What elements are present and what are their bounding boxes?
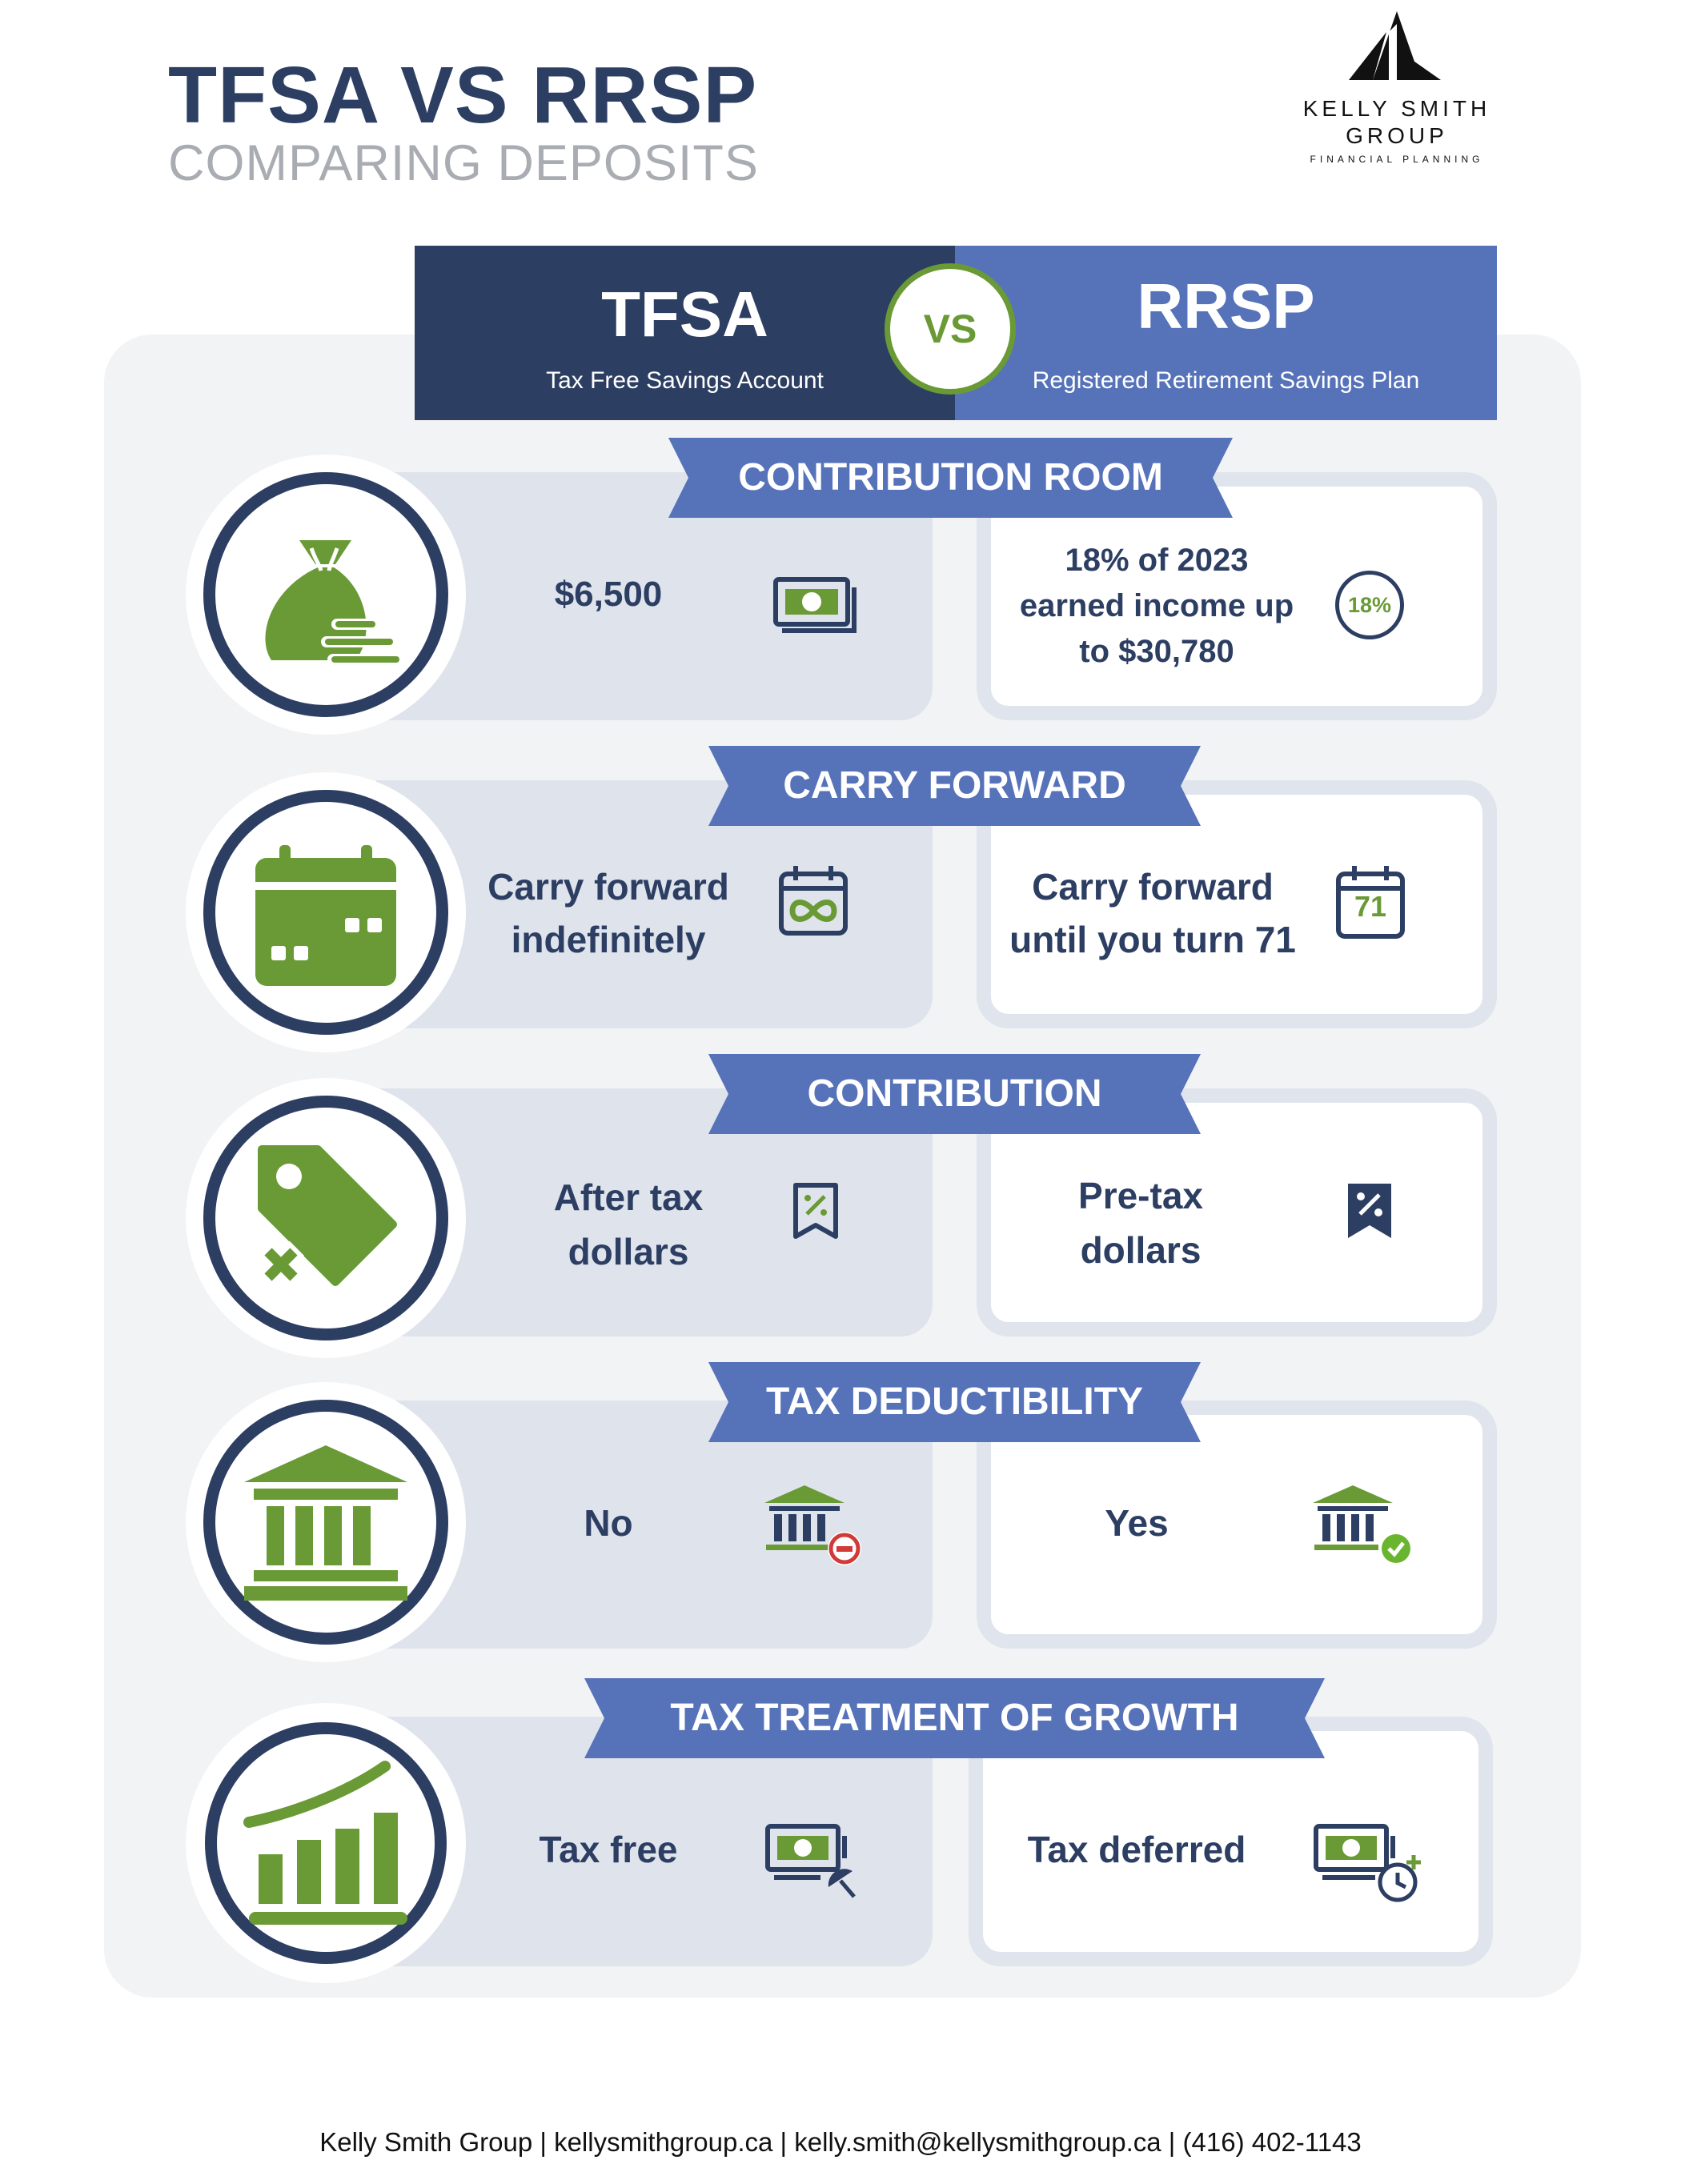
logo-text-line2: GROUP [1346,123,1448,148]
tfsa-header [415,246,955,420]
tfsa-tax-treatment-value: Tax free [539,1829,678,1870]
cash-icon [772,575,861,639]
cash-clock-icon [1313,1823,1425,1907]
rrsp-contribution-room-value [997,538,1317,675]
bank-minus-icon [764,1482,865,1570]
rrsp-header-full-name: Registered Retirement Savings Plan [1032,367,1420,394]
logo-mark-icon [1249,8,1545,96]
tfsa-contribution-value [496,1170,760,1279]
price-tag-icon [215,1108,436,1328]
rrsp-carry-forward-value [993,860,1313,966]
row-icon-circle [186,1382,466,1662]
rrsp-value-line1: 18% of 2023 [1065,543,1249,578]
tfsa-value-line1: Carry forward [487,866,729,908]
rrsp-header-name: RRSP [1137,270,1315,342]
calendar-number: 71 [1354,890,1387,923]
section-title: CONTRIBUTION [807,1072,1102,1115]
section-title: CARRY FORWARD [783,764,1126,807]
rrsp-value-line2: earned income up [1019,588,1294,623]
tfsa-carry-forward-value [464,860,752,966]
bank-icon [215,1412,436,1633]
section-title: TAX DEDUCTIBILITY [765,1381,1144,1423]
section-title: TAX TREATMENT OF GROWTH [670,1697,1239,1739]
tfsa-header-full-name: Tax Free Savings Account [546,367,824,394]
page-subtitle: COMPARING DEPOSITS [168,135,759,191]
row-icon-circle [186,1703,466,1983]
money-bag-icon [215,484,436,705]
cash-umbrella-icon [764,1823,861,1903]
rrsp-tax-deductibility-value: Yes [1105,1502,1169,1544]
section-banner-contribution [708,1054,1201,1134]
vs-badge: VS [885,263,1016,395]
tfsa-value-line2: dollars [568,1231,689,1272]
tfsa-value-line2: indefinitely [511,919,706,960]
growth-chart-icon [217,1734,435,1952]
rrsp-contribution-value [1013,1168,1269,1277]
rrsp-header [955,246,1497,420]
section-banner-carry-forward [708,746,1201,826]
calendar-icon [215,802,436,1023]
receipt-filled-icon [1345,1182,1394,1240]
calendar-infinity-icon [776,863,853,939]
rrsp-tax-treatment-value: Tax deferred [1027,1829,1246,1870]
footer-contact-info: Kelly Smith Group | kellysmithgroup.ca | kelly.smith@kellysmithgroup.ca | (416) 402-1143 [319,2127,1362,2157]
bank-check-icon [1313,1482,1417,1570]
row-icon-circle [186,1078,466,1358]
section-banner-contribution-room [668,438,1233,518]
receipt-outline-icon [791,1182,840,1240]
row-icon-circle [186,772,466,1052]
tfsa-tax-deductibility-value: No [584,1502,633,1544]
page-title: TFSA VS RRSP [168,50,758,140]
rrsp-value-line1: Pre-tax [1078,1175,1203,1216]
section-title: CONTRIBUTION ROOM [738,456,1163,499]
rrsp-value-line3: to $30,780 [1079,634,1234,669]
kelly-smith-group-logo [1249,8,1545,168]
tfsa-header-name: TFSA [601,279,768,350]
rrsp-value-line1: Carry forward [1032,866,1274,908]
section-banner-tax-treatment-of-growth [584,1678,1325,1758]
percent-badge-icon: 18% [1335,571,1404,639]
calendar-71-icon [1335,863,1406,940]
row-icon-circle [186,455,466,735]
rrsp-value-line2: until you turn 71 [1009,919,1296,960]
tfsa-value-line1: After tax [553,1176,704,1218]
section-banner-tax-deductibility [708,1362,1201,1442]
tfsa-contribution-room-value: $6,500 [554,575,663,614]
rrsp-value-line2: dollars [1080,1229,1202,1271]
logo-text-line3: FINANCIAL PLANNING [1310,154,1484,165]
logo-text-line1: KELLY SMITH [1302,96,1491,121]
